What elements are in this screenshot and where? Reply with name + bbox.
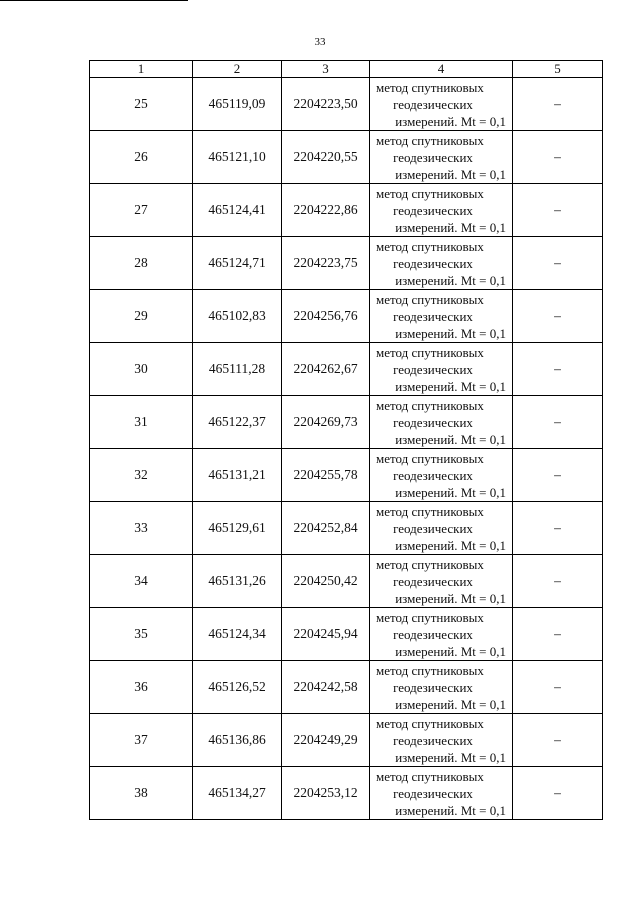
method-description: [370, 131, 513, 184]
header-col-4: 4: [370, 61, 513, 78]
table-body: [90, 78, 603, 820]
coordinate-y: 2204245,94: [282, 608, 370, 661]
coordinate-x: 465124,71: [193, 237, 282, 290]
coordinate-y: 2204242,58: [282, 661, 370, 714]
method-description: [370, 449, 513, 502]
point-number: 31: [90, 396, 193, 449]
method-line-2: геодезических: [393, 732, 473, 748]
coordinate-y: 2204255,78: [282, 449, 370, 502]
coordinate-x: 465131,21: [193, 449, 282, 502]
table-row: [90, 343, 603, 396]
coordinates-table: [89, 60, 603, 820]
table-row: [90, 184, 603, 237]
note-dash: –: [513, 661, 603, 714]
method-line-1: метод спутниковых: [376, 503, 484, 519]
point-number: 27: [90, 184, 193, 237]
method-line-1: метод спутниковых: [376, 132, 484, 148]
method-line-1: метод спутниковых: [376, 291, 484, 307]
note-dash: –: [513, 290, 603, 343]
coordinate-y: 2204262,67: [282, 343, 370, 396]
method-description: [370, 608, 513, 661]
note-dash: –: [513, 131, 603, 184]
coordinate-x: 465129,61: [193, 502, 282, 555]
table-row: [90, 714, 603, 767]
method-line-1: метод спутниковых: [376, 185, 484, 201]
point-number: 25: [90, 78, 193, 131]
method-description: [370, 184, 513, 237]
method-line-2: геодезических: [393, 202, 473, 218]
coordinate-y: 2204223,50: [282, 78, 370, 131]
coordinate-y: 2204256,76: [282, 290, 370, 343]
point-number: 35: [90, 608, 193, 661]
table-row: [90, 396, 603, 449]
method-description: [370, 502, 513, 555]
method-line-3: измерений. Mt = 0,1: [395, 113, 506, 129]
method-description: [370, 343, 513, 396]
note-dash: –: [513, 555, 603, 608]
table-row: [90, 767, 603, 820]
point-number: 33: [90, 502, 193, 555]
point-number: 26: [90, 131, 193, 184]
note-dash: –: [513, 767, 603, 820]
method-line-3: измерений. Mt = 0,1: [395, 643, 506, 659]
method-description: [370, 661, 513, 714]
table-row: [90, 131, 603, 184]
note-dash: –: [513, 184, 603, 237]
table-row: [90, 555, 603, 608]
method-line-1: метод спутниковых: [376, 768, 484, 784]
table-row: [90, 78, 603, 131]
note-dash: –: [513, 714, 603, 767]
point-number: 37: [90, 714, 193, 767]
method-line-3: измерений. Mt = 0,1: [395, 219, 506, 235]
method-line-3: измерений. Mt = 0,1: [395, 590, 506, 606]
method-line-3: измерений. Mt = 0,1: [395, 696, 506, 712]
method-line-1: метод спутниковых: [376, 715, 484, 731]
point-number: 28: [90, 237, 193, 290]
method-line-2: геодезических: [393, 626, 473, 642]
table-row: [90, 237, 603, 290]
method-line-2: геодезических: [393, 96, 473, 112]
method-line-2: геодезических: [393, 255, 473, 271]
method-line-2: геодезических: [393, 679, 473, 695]
coordinate-x: 465126,52: [193, 661, 282, 714]
note-dash: –: [513, 502, 603, 555]
note-dash: –: [513, 449, 603, 502]
note-dash: –: [513, 237, 603, 290]
coordinate-x: 465134,27: [193, 767, 282, 820]
method-line-2: геодезических: [393, 785, 473, 801]
method-description: [370, 78, 513, 131]
method-description: [370, 290, 513, 343]
point-number: 34: [90, 555, 193, 608]
note-dash: –: [513, 78, 603, 131]
coordinate-y: 2204253,12: [282, 767, 370, 820]
method-line-3: измерений. Mt = 0,1: [395, 537, 506, 553]
header-col-1: 1: [90, 61, 193, 78]
point-number: 32: [90, 449, 193, 502]
method-line-1: метод спутниковых: [376, 344, 484, 360]
coordinate-x: 465122,37: [193, 396, 282, 449]
coordinate-y: 2204220,55: [282, 131, 370, 184]
method-line-2: геодезических: [393, 361, 473, 377]
method-line-1: метод спутниковых: [376, 79, 484, 95]
method-description: [370, 555, 513, 608]
method-line-2: геодезических: [393, 149, 473, 165]
note-dash: –: [513, 396, 603, 449]
method-line-3: измерений. Mt = 0,1: [395, 431, 506, 447]
header-col-5: 5: [513, 61, 603, 78]
coordinate-x: 465102,83: [193, 290, 282, 343]
method-line-1: метод спутниковых: [376, 450, 484, 466]
method-line-3: измерений. Mt = 0,1: [395, 749, 506, 765]
point-number: 38: [90, 767, 193, 820]
note-dash: –: [513, 608, 603, 661]
method-line-2: геодезических: [393, 573, 473, 589]
method-line-3: измерений. Mt = 0,1: [395, 272, 506, 288]
table-row: [90, 661, 603, 714]
top-rule-line: [0, 0, 188, 1]
method-description: [370, 237, 513, 290]
coordinate-y: 2204252,84: [282, 502, 370, 555]
point-number: 30: [90, 343, 193, 396]
coordinate-y: 2204250,42: [282, 555, 370, 608]
coordinate-x: 465124,34: [193, 608, 282, 661]
table-header-row: [90, 61, 603, 78]
method-description: [370, 396, 513, 449]
header-col-2: 2: [193, 61, 282, 78]
table-row: [90, 608, 603, 661]
header-col-3: 3: [282, 61, 370, 78]
coordinate-x: 465131,26: [193, 555, 282, 608]
method-description: [370, 714, 513, 767]
coordinate-x: 465111,28: [193, 343, 282, 396]
coordinate-y: 2204222,86: [282, 184, 370, 237]
coordinate-x: 465136,86: [193, 714, 282, 767]
method-line-2: геодезических: [393, 414, 473, 430]
method-line-2: геодезических: [393, 467, 473, 483]
point-number: 36: [90, 661, 193, 714]
method-line-2: геодезических: [393, 308, 473, 324]
coordinate-x: 465121,10: [193, 131, 282, 184]
coordinate-y: 2204223,75: [282, 237, 370, 290]
method-line-1: метод спутниковых: [376, 609, 484, 625]
page-number: 33: [314, 36, 326, 48]
method-line-1: метод спутниковых: [376, 662, 484, 678]
method-line-3: измерений. Mt = 0,1: [395, 325, 506, 341]
method-line-1: метод спутниковых: [376, 556, 484, 572]
table-row: [90, 449, 603, 502]
point-number: 29: [90, 290, 193, 343]
method-line-2: геодезических: [393, 520, 473, 536]
method-description: [370, 767, 513, 820]
table-row: [90, 290, 603, 343]
coordinate-y: 2204269,73: [282, 396, 370, 449]
method-line-3: измерений. Mt = 0,1: [395, 484, 506, 500]
note-dash: –: [513, 343, 603, 396]
table-row: [90, 502, 603, 555]
coordinate-y: 2204249,29: [282, 714, 370, 767]
method-line-3: измерений. Mt = 0,1: [395, 378, 506, 394]
method-line-3: измерений. Mt = 0,1: [395, 166, 506, 182]
method-line-1: метод спутниковых: [376, 238, 484, 254]
method-line-3: измерений. Mt = 0,1: [395, 802, 506, 818]
coordinate-x: 465124,41: [193, 184, 282, 237]
method-line-1: метод спутниковых: [376, 397, 484, 413]
coordinate-x: 465119,09: [193, 78, 282, 131]
